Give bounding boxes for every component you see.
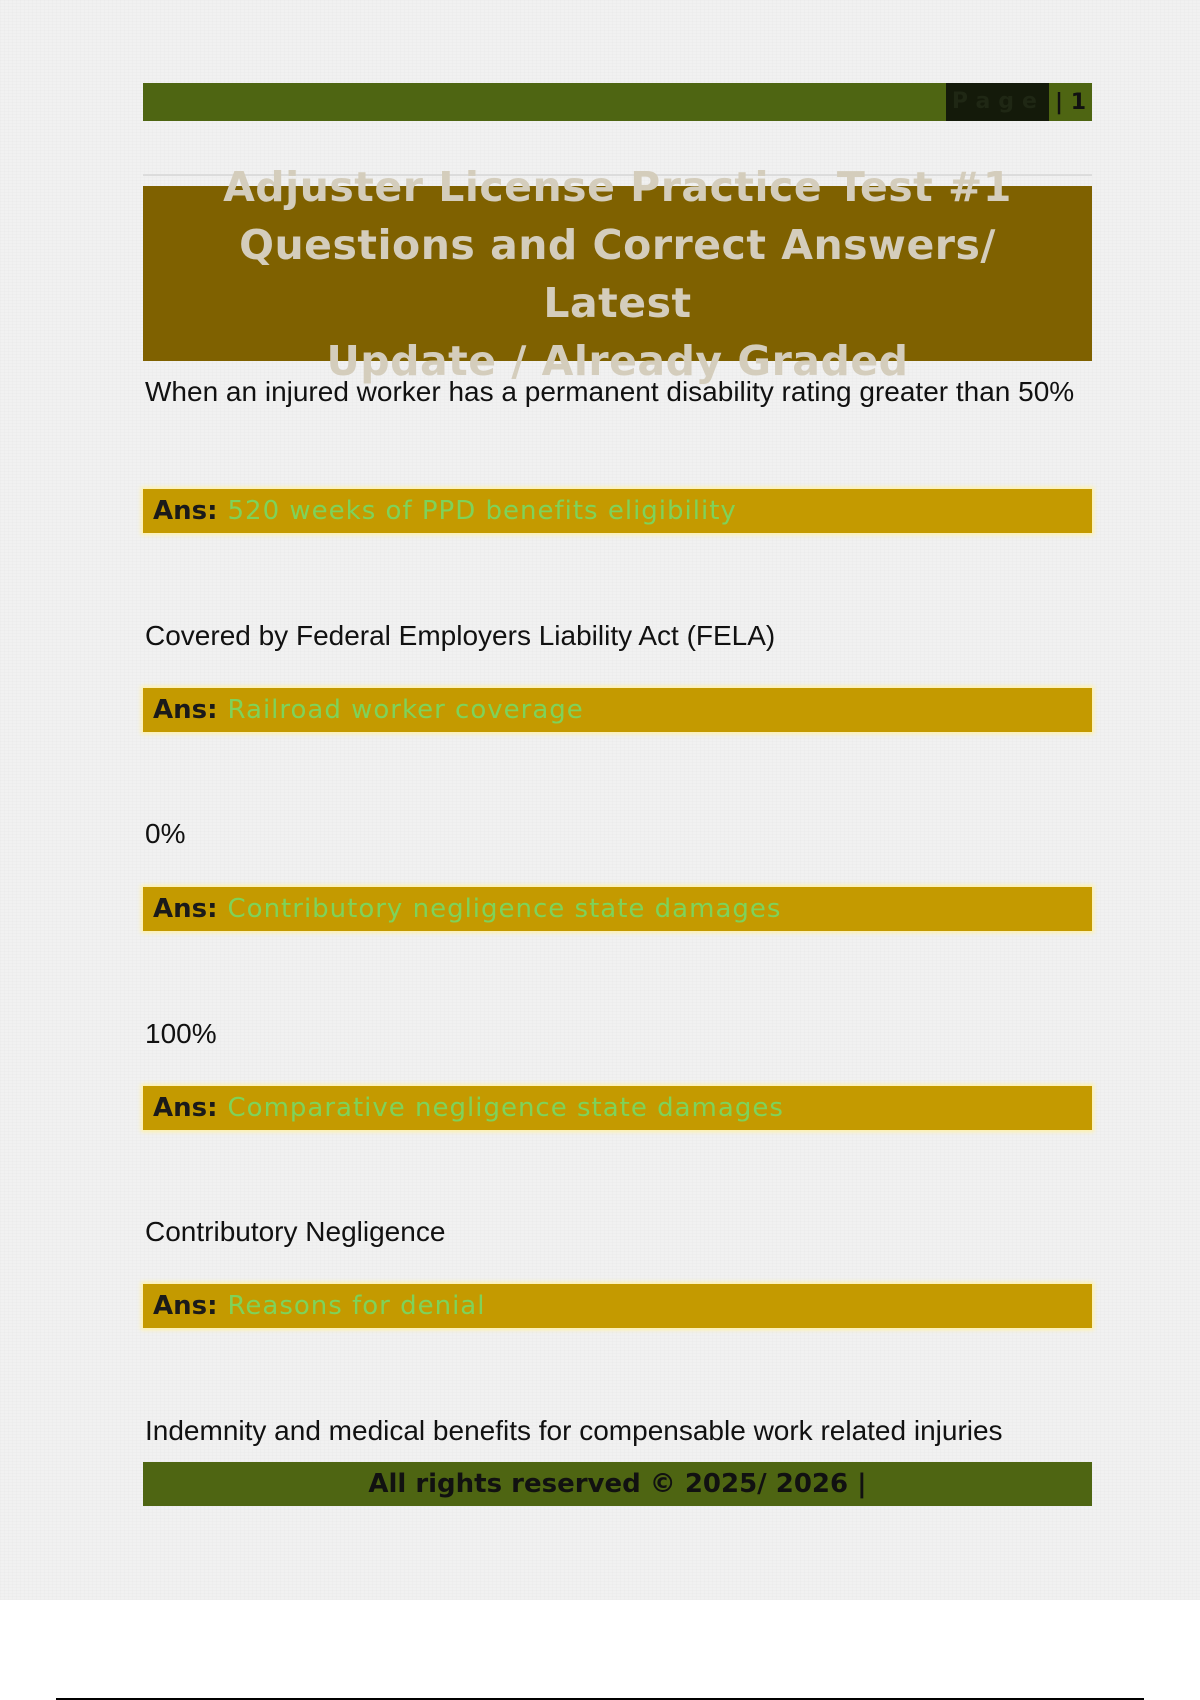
answer-label: Ans:	[153, 1291, 218, 1321]
answer-text-2: Railroad worker coverage	[227, 695, 584, 725]
answer-text-1: 520 weeks of PPD benefits eligibility	[227, 496, 737, 526]
answer-label: Ans:	[153, 894, 218, 924]
answer-label: Ans:	[153, 695, 218, 725]
answer-text-4: Comparative negligence state damages	[227, 1093, 784, 1123]
page-number: 1	[1070, 89, 1086, 115]
copyright-text: All rights reserved © 2025/ 2026 |	[368, 1469, 867, 1499]
question-1: When an injured worker has a permanent disability rating greater than 50%	[145, 376, 1075, 407]
title-line-2: Questions and Correct Answers/ Latest	[239, 220, 996, 327]
question-6: Indemnity and medical benefits for compensable work related injuries	[145, 1415, 1003, 1446]
page-separator	[1049, 90, 1090, 115]
document-title-box	[143, 162, 1092, 385]
page-word: Page	[946, 83, 1049, 121]
page-footer-bar	[143, 1462, 1092, 1506]
answer-bar-2	[143, 688, 1092, 732]
question-3: 0%	[145, 818, 186, 849]
answer-label: Ans:	[153, 1093, 218, 1123]
answer-bar-1	[143, 489, 1092, 533]
answer-bar-3	[143, 887, 1092, 931]
title-line-3: Update / Already Graded	[326, 336, 909, 385]
document-title	[168, 158, 1068, 390]
page-header-bar	[143, 83, 1092, 121]
answer-text-5: Reasons for denial	[227, 1291, 486, 1321]
question-2: Covered by Federal Employers Liability Act (FELA)	[145, 620, 776, 651]
question-5: Contributory Negligence	[145, 1216, 446, 1247]
answer-text-3: Contributory negligence state damages	[227, 894, 782, 924]
page-number-block	[946, 83, 1090, 121]
page-separator-glyph: |	[1054, 89, 1064, 115]
answer-bar-5	[143, 1284, 1092, 1328]
answer-label: Ans:	[153, 496, 218, 526]
question-4: 100%	[145, 1018, 217, 1049]
answer-bar-4	[143, 1086, 1092, 1130]
title-line-1: Adjuster License Practice Test #1	[223, 162, 1012, 211]
